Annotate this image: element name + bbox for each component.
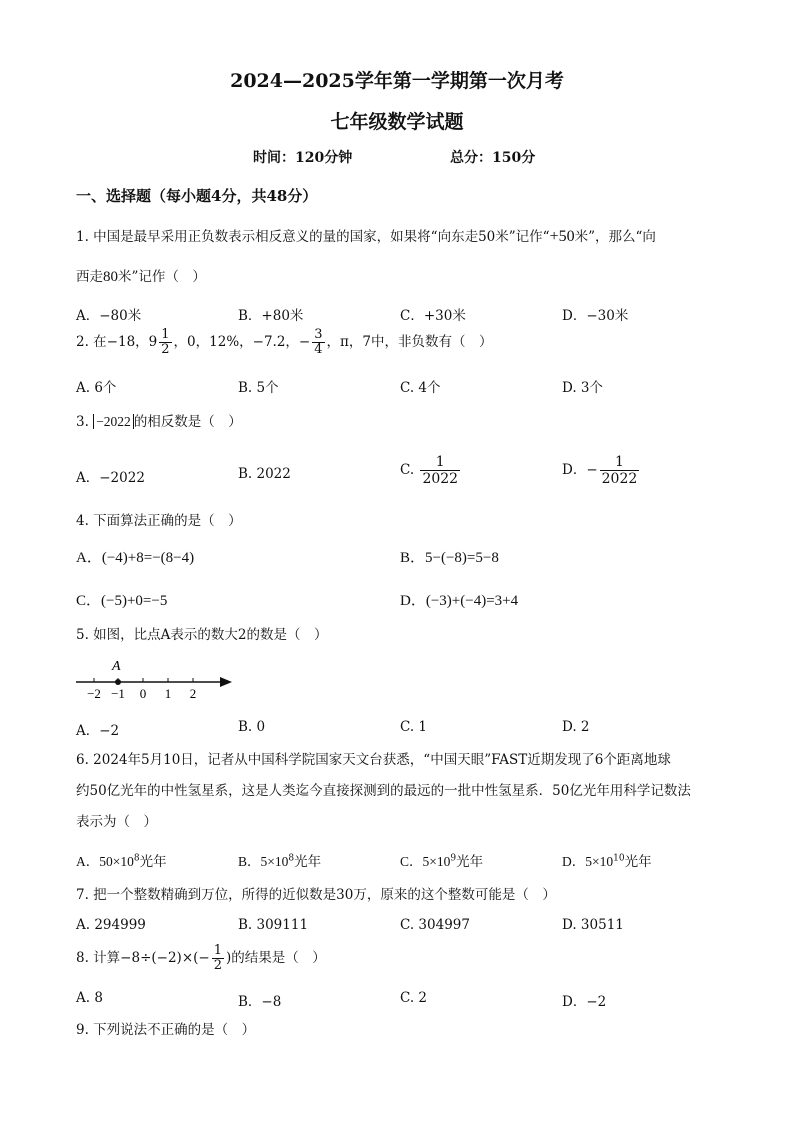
q1-option-c[interactable]: C．+30米 bbox=[400, 308, 466, 324]
tick-label: 2 bbox=[189, 686, 197, 701]
question-7: 7. 把一个整数精确到万位，所得的近似数是30万，原来的这个整数可能是（ ） bbox=[76, 887, 556, 903]
q1-text-d: 米”记作（ ） bbox=[118, 269, 206, 285]
q4-option-d[interactable]: D．(−3)+(−4)=3+4 bbox=[400, 593, 519, 609]
q6-c-base: C．5×10 bbox=[400, 854, 451, 869]
q2-text-b: ，0，12%，−7.2，− bbox=[173, 334, 311, 350]
q6-b-unit: 光年 bbox=[294, 854, 322, 870]
q3-option-b[interactable]: B. 2022 bbox=[238, 466, 291, 482]
q3-text-b: 的相反数是（ ） bbox=[133, 414, 242, 430]
q6-d-base: D．5×10 bbox=[562, 854, 614, 869]
question-4: 4. 下面算法正确的是（ ） bbox=[76, 513, 242, 529]
q2-f1-num: 1 bbox=[161, 327, 170, 342]
q2-option-d[interactable]: D. 3个 bbox=[562, 380, 604, 396]
q6-option-c[interactable] bbox=[400, 850, 483, 870]
q3-c-den: 2022 bbox=[422, 471, 459, 487]
q2-option-a[interactable]: A. 6个 bbox=[76, 380, 117, 396]
q1-option-b[interactable]: B．+80米 bbox=[238, 308, 304, 324]
q6-d-unit: 光年 bbox=[624, 854, 652, 870]
q7-option-d[interactable]: D. 30511 bbox=[562, 917, 624, 933]
question-9: 9. 下列说法不正确的是（ ） bbox=[76, 1022, 256, 1038]
question-6-line3: 表示为（ ） bbox=[76, 814, 157, 830]
q2-text-c: ，π，7中，非负数有（ ） bbox=[326, 334, 493, 350]
q1-math-plus50: +50 bbox=[549, 228, 575, 245]
q1-math-80: 80 bbox=[103, 269, 118, 285]
q6-a-exponent: 8 bbox=[133, 853, 140, 864]
q3-option-c[interactable] bbox=[400, 454, 462, 487]
exam-score: 总分：150分 bbox=[450, 150, 536, 166]
q3-d-num: 1 bbox=[615, 454, 624, 470]
q6-option-a[interactable] bbox=[76, 850, 167, 870]
q8-option-a[interactable]: A. 8 bbox=[76, 990, 103, 1006]
q1-text-b: 米”，那么“向 bbox=[574, 229, 656, 245]
question-1-line1 bbox=[76, 228, 656, 246]
exam-time: 时间：120分钟 bbox=[253, 150, 353, 166]
q8-option-b[interactable]: B．−8 bbox=[238, 994, 282, 1010]
point-a-label: A bbox=[112, 659, 121, 674]
q8-option-c[interactable]: C. 2 bbox=[400, 990, 428, 1006]
q4-option-b[interactable]: B．5−(−8)=5−8 bbox=[400, 550, 499, 566]
tick-label: 0 bbox=[139, 686, 147, 701]
q2-f2-num: 3 bbox=[314, 327, 323, 342]
q2-f1-den: 2 bbox=[161, 342, 170, 357]
tick-label: −2 bbox=[87, 686, 101, 701]
q6-d-exponent: 10 bbox=[613, 853, 625, 864]
question-6-line2: 约50亿光年的中性氢星系，这是人类迄今直接探测到的最远的一批中性氢星系．50亿光年用科学记数法 bbox=[76, 783, 691, 799]
tick-label: 1 bbox=[164, 686, 172, 701]
q6-a-base: A．50×10 bbox=[76, 854, 134, 869]
q6-option-b[interactable] bbox=[238, 850, 321, 870]
q6-c-unit: 光年 bbox=[456, 854, 484, 870]
q6-option-d[interactable] bbox=[562, 850, 652, 870]
q1-text-c: 西走 bbox=[76, 269, 103, 285]
q3-option-d-fraction bbox=[600, 454, 640, 487]
question-2 bbox=[76, 328, 492, 357]
q6-b-base: B．5×10 bbox=[238, 854, 289, 869]
q2-text-a: 2. 在−18，9 bbox=[76, 334, 158, 350]
exam-title: 2024—2025学年第一学期第一次月考 bbox=[230, 70, 564, 92]
q1-option-d[interactable]: D．−30米 bbox=[562, 308, 629, 324]
q2-fraction-three-quarters bbox=[312, 328, 324, 357]
q3-option-a[interactable]: A．−2022 bbox=[76, 470, 145, 486]
q3-text-a: 3. bbox=[76, 414, 89, 430]
question-6-line1: 6. 2024年5月10日，记者从中国科学院国家天文台获悉，“中国天眼”FAST近期发现了6个距离地球 bbox=[76, 752, 671, 768]
q6-a-unit: 光年 bbox=[139, 854, 167, 870]
q1-option-a[interactable]: A．−80米 bbox=[76, 308, 142, 324]
q7-option-c[interactable]: C. 304997 bbox=[400, 917, 470, 933]
number-line-arrow bbox=[220, 677, 232, 687]
q2-f2-den: 4 bbox=[314, 342, 323, 357]
q4-option-c[interactable]: C．(−5)+0=−5 bbox=[76, 593, 168, 609]
q8-option-d[interactable]: D．−2 bbox=[562, 994, 607, 1010]
question-1-line2 bbox=[76, 268, 206, 286]
number-line-figure bbox=[72, 652, 242, 704]
q5-option-a[interactable]: A．−2 bbox=[76, 723, 120, 739]
q3-option-d-label: D．− bbox=[562, 462, 598, 478]
q7-option-a[interactable]: A. 294999 bbox=[76, 917, 146, 933]
q3-d-den: 2022 bbox=[601, 471, 638, 487]
q2-fraction-half bbox=[159, 328, 171, 357]
point-a-dot bbox=[115, 679, 121, 685]
q3-c-num: 1 bbox=[435, 454, 445, 470]
question-3 bbox=[76, 413, 242, 431]
q6-c-exponent: 9 bbox=[450, 853, 457, 864]
tick-label: −1 bbox=[111, 686, 125, 701]
question-5: 5. 如图，比点A表示的数大2的数是（ ） bbox=[76, 627, 328, 643]
q8-text-b: )的结果是（ ） bbox=[226, 950, 326, 966]
q8-den: 2 bbox=[213, 958, 222, 973]
q3-option-d[interactable] bbox=[562, 454, 641, 487]
q7-option-b[interactable]: B. 309111 bbox=[238, 917, 309, 933]
q3-option-c-label: C. bbox=[400, 462, 415, 478]
q3-absolute-value: −2022 bbox=[93, 414, 134, 429]
q2-option-b[interactable]: B. 5个 bbox=[238, 380, 279, 396]
q5-option-b[interactable]: B. 0 bbox=[238, 719, 266, 735]
q4-option-a[interactable]: A．(−4)+8=−(8−4) bbox=[76, 550, 195, 566]
q6-b-exponent: 8 bbox=[288, 853, 295, 864]
question-8 bbox=[76, 944, 326, 973]
q8-num: 1 bbox=[213, 943, 222, 958]
q8-text-a: 8. 计算−8÷(−2)×(− bbox=[76, 950, 210, 966]
q2-option-c[interactable]: C. 4个 bbox=[400, 380, 441, 396]
exam-subtitle: 七年级数学试题 bbox=[330, 111, 464, 133]
q3-option-c-fraction bbox=[420, 454, 460, 487]
q5-option-d[interactable]: D. 2 bbox=[562, 719, 590, 735]
q8-fraction-half bbox=[212, 944, 224, 973]
section-heading: 一、选择题（每小题4分，共48分） bbox=[76, 187, 318, 205]
q1-text-a: 1. 中国是最早采用正负数表示相反意义的量的国家，如果将“向东走50米”记作“ bbox=[76, 229, 550, 245]
q5-option-c[interactable]: C. 1 bbox=[400, 719, 428, 735]
